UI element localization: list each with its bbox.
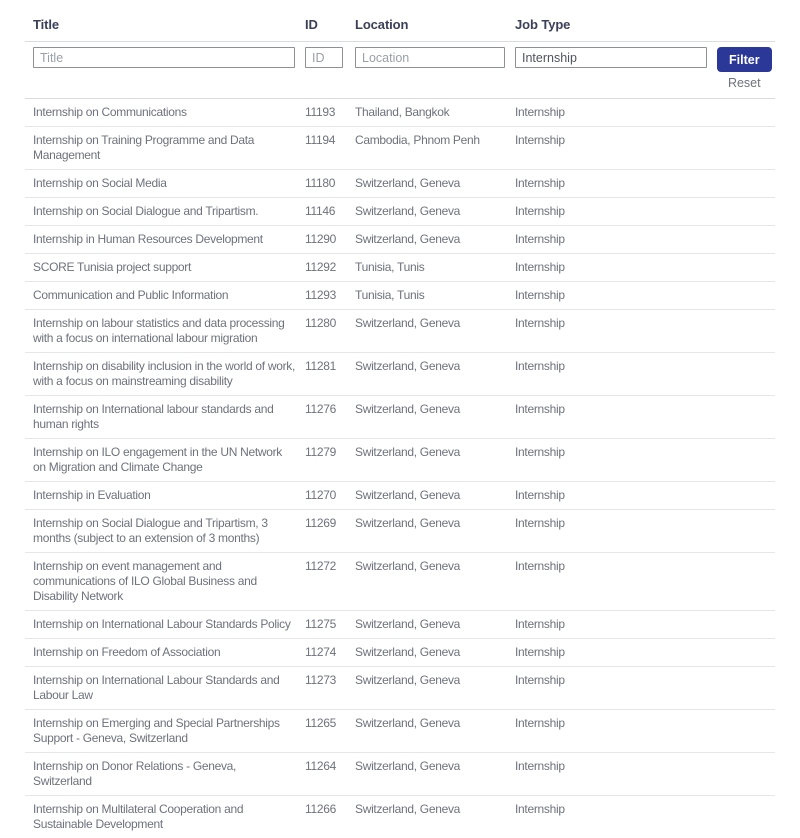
job-title-cell[interactable]: Internship in Evaluation: [33, 488, 151, 502]
job-id-cell: 11266: [305, 802, 336, 816]
job-type-cell: Internship: [515, 617, 565, 631]
job-row: [25, 611, 775, 639]
job-id-cell: 11270: [305, 488, 336, 502]
job-id-cell: 11290: [305, 232, 336, 246]
job-id-cell: 11265: [305, 716, 336, 730]
job-id-cell: 11180: [305, 176, 336, 190]
column-header-location: Location: [355, 17, 409, 32]
job-title-cell[interactable]: SCORE Tunisia project support: [33, 260, 192, 274]
job-id-cell: 11292: [305, 260, 336, 274]
job-location-cell: Switzerland, Geneva: [355, 359, 461, 373]
job-title-cell[interactable]: Internship on Social Dialogue and Tripartism.: [33, 204, 259, 218]
job-title-cell[interactable]: Internship on labour statistics and data processing with a focus on international labour migration: [33, 316, 285, 345]
job-row: [25, 170, 775, 198]
job-title-cell[interactable]: Internship on Emerging and Special Partnerships Support - Geneva, Switzerland: [33, 716, 280, 745]
job-location-cell: Switzerland, Geneva: [355, 204, 461, 218]
job-row: [25, 796, 775, 838]
job-type-cell: Internship: [515, 402, 565, 416]
job-row: [25, 639, 775, 667]
job-row: [25, 282, 775, 310]
job-type-cell: Internship: [515, 133, 565, 147]
job-id-cell: 11279: [305, 445, 336, 459]
job-title-cell[interactable]: Internship on Training Programme and Data Management: [33, 133, 255, 162]
job-id-cell: 11276: [305, 402, 336, 416]
filter-cell-job-type: [507, 47, 775, 90]
job-row: [25, 482, 775, 510]
job-type-cell: Internship: [515, 316, 565, 330]
filter-section: [25, 42, 775, 99]
job-location-cell: Switzerland, Geneva: [355, 716, 461, 730]
job-type-cell: Internship: [515, 802, 565, 816]
job-row: [25, 99, 775, 127]
job-id-cell: 11272: [305, 559, 336, 573]
filter-cell-title: [25, 47, 297, 90]
job-row: [25, 553, 775, 611]
job-type-cell: Internship: [515, 559, 565, 573]
filter-cell-id: [297, 47, 347, 90]
job-row: [25, 254, 775, 282]
job-id-cell: 11293: [305, 288, 336, 302]
filter-cell-location: [347, 47, 507, 90]
job-row: [25, 439, 775, 482]
job-row: [25, 396, 775, 439]
job-location-cell: Switzerland, Geneva: [355, 176, 461, 190]
job-id-cell: 11275: [305, 617, 336, 631]
job-row: [25, 127, 775, 170]
job-type-cell: Internship: [515, 204, 565, 218]
job-title-cell[interactable]: Internship on Multilateral Cooperation and Sustainable Development: [33, 802, 244, 831]
job-id-cell: 11194: [305, 133, 336, 147]
reset-link[interactable]: Reset: [727, 76, 761, 90]
job-id-cell: 11274: [305, 645, 336, 659]
job-type-filter-input[interactable]: [515, 47, 707, 68]
job-location-cell: Switzerland, Geneva: [355, 402, 461, 416]
filter-actions: [717, 47, 772, 90]
id-filter-input[interactable]: [305, 47, 343, 68]
job-table-body: [25, 99, 775, 838]
job-title-cell[interactable]: Internship on disability inclusion in the world of work, with a focus on mainstreaming disability: [33, 359, 296, 388]
column-header-title: Title: [33, 17, 59, 32]
job-id-cell: 11264: [305, 759, 336, 773]
job-type-cell: Internship: [515, 673, 565, 687]
job-type-cell: Internship: [515, 176, 565, 190]
job-id-cell: 11193: [305, 105, 336, 119]
job-location-cell: Switzerland, Geneva: [355, 673, 461, 687]
filter-button[interactable]: Filter: [717, 47, 772, 72]
job-type-cell: Internship: [515, 716, 565, 730]
job-row: [25, 198, 775, 226]
job-location-cell: Switzerland, Geneva: [355, 316, 461, 330]
job-row: [25, 753, 775, 796]
job-location-cell: Switzerland, Geneva: [355, 516, 461, 530]
job-id-cell: 11280: [305, 316, 336, 330]
job-location-cell: Switzerland, Geneva: [355, 617, 461, 631]
job-type-cell: Internship: [515, 288, 565, 302]
job-title-cell[interactable]: Internship on event management and communications of ILO Global Business and Disability Network: [33, 559, 257, 603]
location-filter-input[interactable]: [355, 47, 505, 68]
job-title-cell[interactable]: Internship on Freedom of Association: [33, 645, 221, 659]
job-title-cell[interactable]: Internship on International labour standards and human rights: [33, 402, 274, 431]
job-type-cell: Internship: [515, 645, 565, 659]
job-id-cell: 11273: [305, 673, 336, 687]
job-type-cell: Internship: [515, 105, 565, 119]
job-id-cell: 11269: [305, 516, 336, 530]
job-location-cell: Tunisia, Tunis: [355, 288, 425, 302]
job-location-cell: Switzerland, Geneva: [355, 232, 461, 246]
job-id-cell: 11281: [305, 359, 336, 373]
job-type-cell: Internship: [515, 445, 565, 459]
job-title-cell[interactable]: Internship on Social Media: [33, 176, 167, 190]
job-location-cell: Switzerland, Geneva: [355, 645, 461, 659]
job-location-cell: Switzerland, Geneva: [355, 559, 461, 573]
job-title-cell[interactable]: Internship on Social Dialogue and Tripartism, 3 months (subject to an extension of 3 months): [33, 516, 268, 545]
job-title-cell[interactable]: Communication and Public Information: [33, 288, 229, 302]
column-header-id: ID: [305, 17, 318, 32]
job-title-cell[interactable]: Internship on Donor Relations - Geneva, Switzerland: [33, 759, 237, 788]
job-row: [25, 710, 775, 753]
job-title-cell[interactable]: Internship on International Labour Standards and Labour Law: [33, 673, 280, 702]
job-row: [25, 310, 775, 353]
job-title-cell[interactable]: Internship on International Labour Standards Policy: [33, 617, 291, 631]
table-header-row: [25, 0, 775, 42]
job-location-cell: Thailand, Bangkok: [355, 105, 450, 119]
job-location-cell: Tunisia, Tunis: [355, 260, 425, 274]
job-location-cell: Switzerland, Geneva: [355, 802, 461, 816]
job-row: [25, 226, 775, 254]
job-row: [25, 510, 775, 553]
job-type-cell: Internship: [515, 516, 565, 530]
job-row: [25, 353, 775, 396]
job-title-cell[interactable]: Internship on ILO engagement in the UN Network on Migration and Climate Change: [33, 445, 283, 474]
job-type-cell: Internship: [515, 759, 565, 773]
job-title-cell[interactable]: Internship on Communications: [33, 105, 187, 119]
column-header-job-type: Job Type: [515, 17, 571, 32]
job-type-cell: Internship: [515, 232, 565, 246]
job-location-cell: Switzerland, Geneva: [355, 445, 461, 459]
job-location-cell: Switzerland, Geneva: [355, 488, 461, 502]
job-location-cell: Cambodia, Phnom Penh: [355, 133, 480, 147]
title-filter-input[interactable]: [33, 47, 295, 68]
job-type-cell: Internship: [515, 359, 565, 373]
job-type-cell: Internship: [515, 260, 565, 274]
job-location-cell: Switzerland, Geneva: [355, 759, 461, 773]
job-row: [25, 667, 775, 710]
job-title-cell[interactable]: Internship in Human Resources Development: [33, 232, 263, 246]
job-type-cell: Internship: [515, 488, 565, 502]
job-id-cell: 11146: [305, 204, 336, 218]
